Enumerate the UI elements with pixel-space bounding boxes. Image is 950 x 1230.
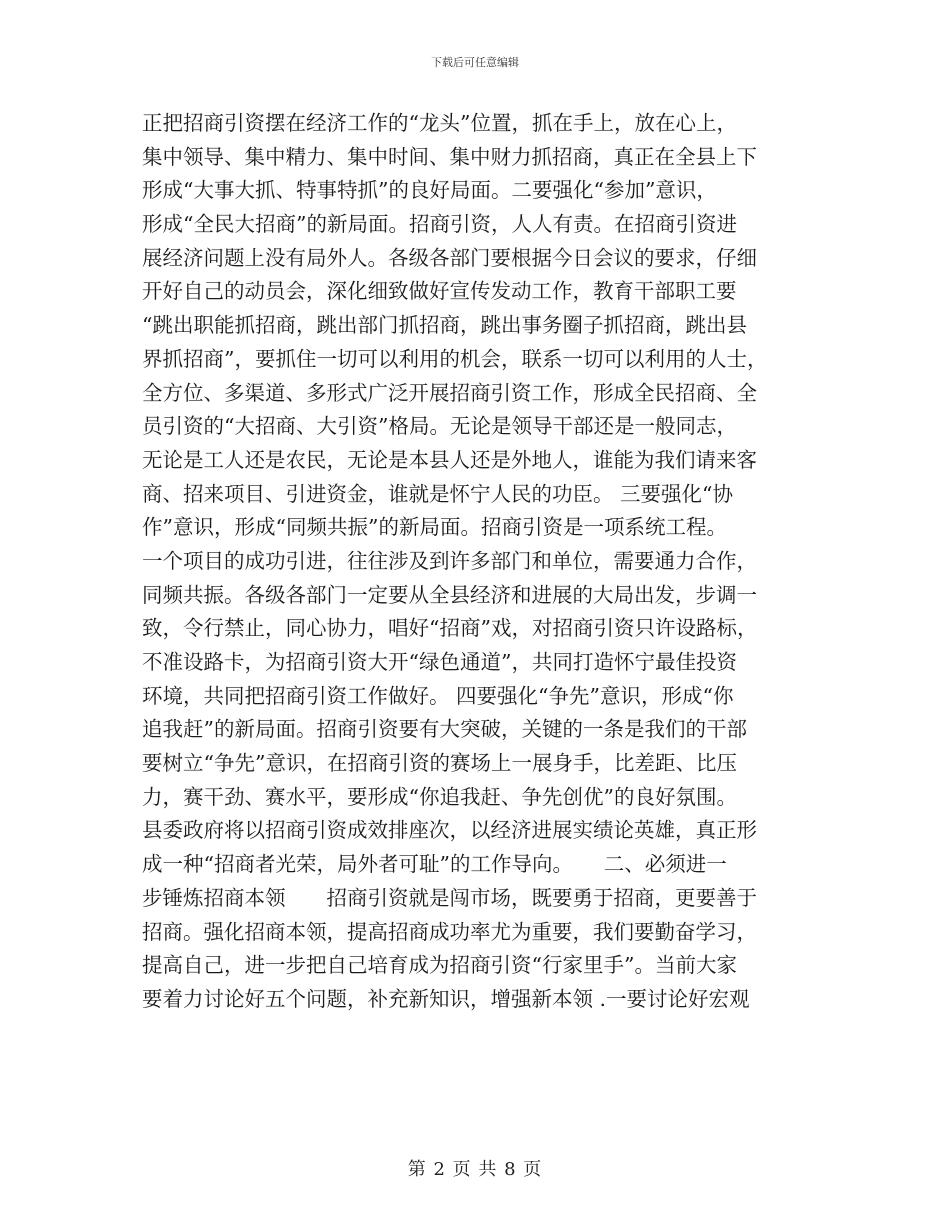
text-line: 同频共振。各级各部门一定要从全县经济和进展的大局出发，步调一 (142, 582, 757, 607)
text-line: 员引资的“大招商、大引资”格局。无论是领导干部还是一般同志， (142, 414, 737, 439)
text-line: 商、招来项目、引进资金，谁就是怀宁人民的功臣。 三要强化“协 (142, 481, 733, 506)
text-line: 县委政府将以招商引资成效排座次，以经济进展实绩论英雄，真正形 (142, 818, 757, 843)
text-line: 步锤炼招商本领 招商引资就是闯市场，既要勇于招商，更要善于 (142, 885, 757, 910)
text-line: 作”意识，形成“同频共振”的新局面。招商引资是一项系统工程。 (142, 515, 727, 540)
text-line: 形成“大事大抓、特事特抓”的良好局面。二要强化“参加”意识， (142, 178, 717, 203)
text-line: 要着力讨论好五个问题，补充新知识，增强新本领 .一要讨论好宏观 (142, 986, 750, 1011)
text-line: 要树立“争先”意识，在招商引资的赛场上一展身手，比差距、比压 (142, 751, 737, 776)
text-line: 全方位、多渠道、多形式广泛开展招商引资工作，形成全民招商、全 (142, 380, 757, 405)
text-line: 提高自己，进一步把自己培育成为招商引资“行家里手”。当前大家 (142, 953, 737, 978)
text-line: 正把招商引资摆在经济工作的“龙头”位置，抓在手上，放在心上， (142, 111, 737, 135)
text-line: 集中领导、集中精力、集中时间、集中财力抓招商，真正在全县上下 (142, 144, 757, 169)
text-line: 界抓招商”，要抓住一切可以利用的机会，联系一切可以利用的人士， (142, 346, 768, 371)
text-line: 形成“全民大招商”的新局面。招商引资，人人有责。在招商引资进 (142, 212, 737, 237)
text-line: 致，令行禁止，同心协力，唱好“招商”戏，对招商引资只许设路标， (142, 616, 758, 641)
text-line: 力，赛干劲、赛水平，要形成“你追我赶、争先创优”的良好氛围。 (142, 784, 737, 809)
text-line: 无论是工人还是农民，无论是本县人还是外地人，谁能为我们请来客 (142, 447, 757, 472)
text-line: 成一种“招商者光荣，局外者可耻”的工作导向。 二、必须进一 (142, 852, 727, 877)
text-line: 追我赶”的新局面。招商引资要有大突破，关键的一条是我们的干部 (142, 717, 747, 742)
text-line: 展经济问题上没有局外人。各级各部门要根据今日会议的要求，仔细 (142, 245, 757, 270)
text-line: 开好自己的动员会，深化细致做好宣传发动工作，教育干部职工要 (142, 279, 737, 304)
text-line: 一个项目的成功引进，往往涉及到许多部门和单位，需要通力合作， (142, 548, 757, 573)
page-header: 下载后可任意编辑 (431, 56, 519, 69)
text-line: “跳出职能抓招商，跳出部门抓招商，跳出事务圈子抓招商，跳出县 (142, 313, 747, 338)
text-line: 环境，共同把招商引资工作做好。 四要强化“争先”意识，形成“你 (142, 683, 734, 708)
text-line: 招商。强化招商本领，提高招商成功率尤为重要，我们要勤奋学习， (142, 919, 757, 944)
text-line: 不准设路卡，为招商引资大开“绿色通道”，共同打造怀宁最佳投资 (142, 650, 737, 674)
document-body (142, 107, 812, 1017)
page-number: 第 2 页 共 8 页 (407, 1159, 543, 1180)
